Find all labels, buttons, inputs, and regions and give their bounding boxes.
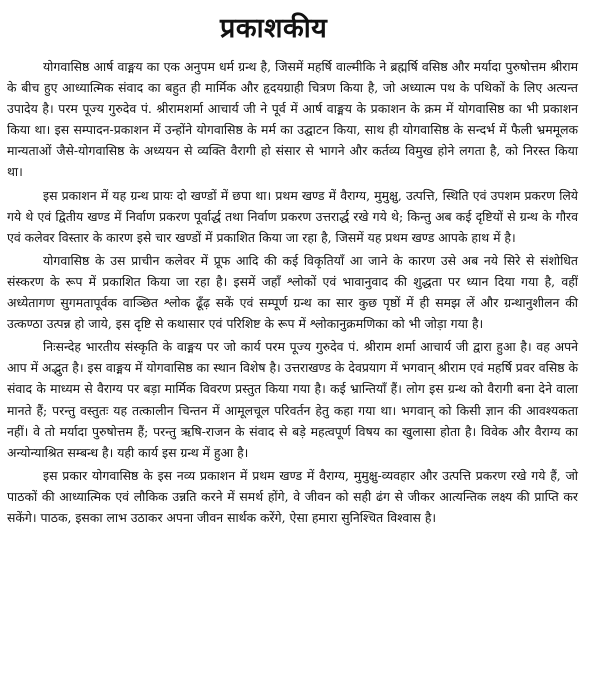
paragraph-2: इस प्रकाशन में यह ग्रन्थ प्रायः दो खण्डों में छपा था। प्रथम खण्ड में वैराग्य, मुमुक्षु, उत्पत्ति, स्थिति एवं उपशम प्रकरण लिये गये थे एवं द्वितीय खण्ड में निर्वाण प्रकरण पूर्वार्द्ध तथा निर्वाण प्रकरण उत्तरार्द्ध रखे गये थे; किन्तु अब कई दृष्टियों से ग्रन्थ के गौरव एवं कलेवर विस्तार के कारण इसे चार खण्डों में प्रकाशित किया जा रहा है, जिसमें यह प्रथम खण्ड आपके हाथ में है। [7, 187, 578, 245]
paragraph-1: योगवासिष्ठ आर्ष वाङ्मय का एक अनुपम धर्म ग्रन्थ है, जिसमें महर्षि वाल्मीकि ने ब्रह्मर्षि वसिष्ठ और मर्यादा पुरुषोत्तम श्रीराम के बीच हुए आध्यात्मिक संवाद का बहुत ही मार्मिक और हृदयग्राही चित्रण किया है, जो अध्यात्म पथ के पथिकों के लिए अत्यन्त उपादेय है। परम पूज्य गुरुदेव पं. श्रीरामशर्मा आचार्य जी ने पूर्व में आर्ष वाङ्मय के प्रकाशन के क्रम में योगवासिष्ठ का भी प्रकाशन किया था। इस सम्पादन-प्रकाशन में उन्होंने योगवासिष्ठ के मर्म का उद्घाटन किया, साथ ही योगवासिष्ठ के सन्दर्भ में फैली भ्रममूलक मान्यताओं जैसे-योगवासिष्ठ के अध्ययन से व्यक्ति वैरागी हो संसार से भागने और कर्तव्य विमुख होने लगता है, को निरस्त किया था। [7, 59, 578, 180]
body-text [7, 56, 578, 528]
paragraph-3: योगवासिष्ठ के उस प्राचीन कलेवर में प्रूफ आदि की कई विकृतियाँ आ जाने के कारण उसे अब नये सिरे से संशोधित संस्करण के रूप में प्रकाशित किया जा रहा है। इसमें जहाँ श्लोकों एवं भावानुवाद की शुद्धता पर ध्यान दिया गया है, वहीं अध्येतागण सुगमतापूर्वक वाञ्छित श्लोक ढूँढ़ सकें एवं सम्पूर्ण ग्रन्थ का सार कुछ पृष्ठों में ही समझ लें और ग्रन्थानुशीलन की उत्कण्ठा उत्पन्न हो जाये, इस दृष्टि से कथासार एवं परिशिष्ट के रूप में श्लोकानुक्रमणिका को भी जोड़ा गया है। [7, 252, 578, 332]
paragraph-5: इस प्रकार योगवासिष्ठ के इस नव्य प्रकाशन में प्रथम खण्ड में वैराग्य, मुमुक्षु-व्यवहार और उत्पत्ति प्रकरण रखे गये हैं, जो पाठकों की आध्यात्मिक एवं लौकिक उन्नति करने में समर्थ होंगे, वे जीवन को सही ढंग से जीकर आत्यन्तिक लक्ष्य की प्राप्ति कर सकेंगे। पाठक, इसका लाभ उठाकर अपना जीवन सार्थक करेंगे, ऐसा हमारा सुनिश्चित विश्वास है। [7, 467, 578, 525]
paragraph-4: निःसन्देह भारतीय संस्कृति के वाङ्मय पर जो कार्य परम पूज्य गुरुदेव पं. श्रीराम शर्मा आचार्य जी द्वारा हुआ है। वह अपने आप में अद्भुत है। इस वाङ्मय में योगवासिष्ठ का स्थान विशेष है। उत्तराखण्ड के देवप्रयाग में भगवान् श्रीराम एवं महर्षि प्रवर वसिष्ठ के संवाद के माध्यम से वैराग्य पर बड़ा मार्मिक विवरण प्रस्तुत किया गया है। कई भ्रान्तियाँ हैं। लोग इस ग्रन्थ को वैरागी बना देने वाला मानते हैं; परन्तु वस्तुतः यह तत्कालीन चिन्तन में आमूलचूल परिवर्तन हेतु कहा गया था। भगवान् को किसी ज्ञान की आवश्यकता नहीं। वे तो मर्यादा पुरुषोत्तम हैं; परन्तु ऋषि-राजन के संवाद से बड़े महत्वपूर्ण विषय का खुलासा होता है। विवेक और वैराग्य का अन्योन्याश्रित सम्बन्ध है। यही कार्य इस ग्रन्थ में हुआ है। [7, 339, 578, 460]
page-title: प्रकाशकीय [220, 13, 328, 44]
